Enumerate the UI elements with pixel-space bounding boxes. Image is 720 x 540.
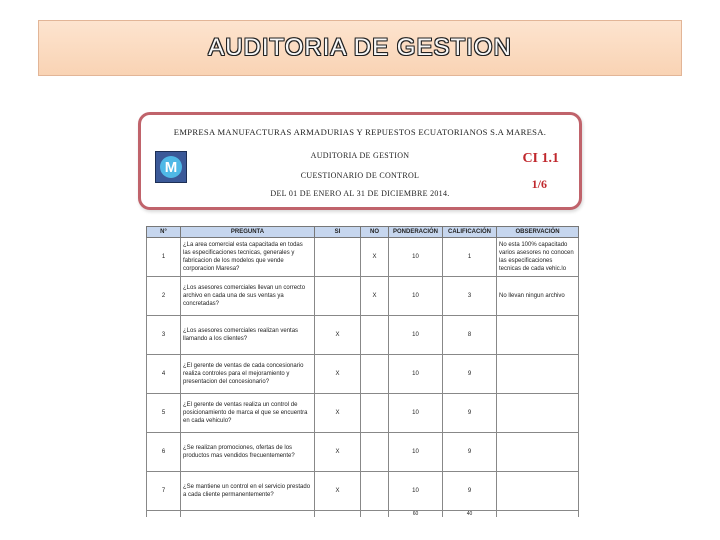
- cell-si: X: [315, 433, 361, 472]
- cell-ponderacion: 10: [389, 472, 443, 511]
- table-row: [147, 433, 579, 472]
- audit-title: AUDITORIA DE GESTION: [310, 151, 410, 160]
- header-calificacion: CALIFICACIÓN: [443, 227, 497, 238]
- cell-observacion: [497, 316, 579, 355]
- totals-empty-cell: [147, 511, 181, 518]
- cell-ponderacion: 10: [389, 433, 443, 472]
- cell-observacion: No esta 100% capacitado varios asesores no conocen las especificaciones tecnicas de cada vehic.lo: [497, 238, 579, 277]
- cell-n: 3: [147, 316, 181, 355]
- totals-empty-cell: [497, 511, 579, 518]
- table-row: [147, 394, 579, 433]
- cell-pregunta: ¿Los asesores comerciales llevan un correcto archivo en cada una de sus ventas ya concretadas?: [181, 277, 315, 316]
- table-row: [147, 355, 579, 394]
- cell-observacion: [497, 433, 579, 472]
- cell-ponderacion: 10: [389, 316, 443, 355]
- questionnaire-table: [146, 226, 579, 517]
- ci-code: CI 1.1: [522, 151, 559, 166]
- cell-n: 4: [147, 355, 181, 394]
- table-header-row: [147, 227, 579, 238]
- title-banner: [38, 20, 682, 76]
- header-pregunta: PREGUNTA: [181, 227, 315, 238]
- total-ponderacion: 60: [389, 511, 443, 518]
- cell-n: 6: [147, 433, 181, 472]
- cell-n: 2: [147, 277, 181, 316]
- cell-pregunta: ¿La area comercial esta capacitada en todas las especificaciones tecnicas, generales y fabricacion de los modelos que vende corporacion Maresa?: [181, 238, 315, 277]
- cell-si: X: [315, 394, 361, 433]
- cell-calificacion: 9: [443, 472, 497, 511]
- cell-pregunta: ¿Se realizan promociones, ofertas de los productos mas vendidos frecuentemente?: [181, 433, 315, 472]
- cell-observacion: [497, 394, 579, 433]
- cell-calificacion: 1: [443, 238, 497, 277]
- cell-calificacion: 9: [443, 433, 497, 472]
- cell-ponderacion: 10: [389, 355, 443, 394]
- cell-no: [361, 316, 389, 355]
- cell-observacion: No llevan ningun archivo: [497, 277, 579, 316]
- cell-calificacion: 8: [443, 316, 497, 355]
- totals-empty-cell: [181, 511, 315, 518]
- cell-no: X: [361, 277, 389, 316]
- cell-pregunta: ¿Los asesores comerciales realizan ventas llamando a los clientes?: [181, 316, 315, 355]
- header-ponderacion: PONDERACIÓN: [389, 227, 443, 238]
- header-observacion: OBSERVACIÓN: [497, 227, 579, 238]
- cell-no: [361, 355, 389, 394]
- table-row: [147, 472, 579, 511]
- logo-letter: M: [160, 156, 182, 178]
- table-row: [147, 277, 579, 316]
- cell-pregunta: ¿Se mantiene un control en el servicio prestado a cada cliente permanentemente?: [181, 472, 315, 511]
- cell-n: 7: [147, 472, 181, 511]
- period-label: DEL 01 DE ENERO AL 31 DE DICIEMBRE 2014.: [270, 189, 450, 198]
- totals-row: [147, 511, 579, 518]
- cell-ponderacion: 10: [389, 277, 443, 316]
- cell-si: X: [315, 316, 361, 355]
- cell-no: [361, 394, 389, 433]
- total-calificacion: 40: [443, 511, 497, 518]
- page-title: AUDITORIA DE GESTION: [208, 34, 512, 61]
- cell-calificacion: 3: [443, 277, 497, 316]
- ci-page: 1/6: [531, 177, 547, 191]
- cell-ponderacion: 10: [389, 394, 443, 433]
- header-n: N°: [147, 227, 181, 238]
- cell-si: X: [315, 472, 361, 511]
- table-row: [147, 238, 579, 277]
- questionnaire-title: CUESTIONARIO DE CONTROL: [300, 171, 420, 180]
- cell-calificacion: 9: [443, 394, 497, 433]
- cell-si: X: [315, 355, 361, 394]
- cell-ponderacion: 10: [389, 238, 443, 277]
- totals-empty-cell: [315, 511, 361, 518]
- cell-pregunta: ¿El gerente de ventas de cada concesionario realiza controles para el mejoramiento y presentacion del concesionario?: [181, 355, 315, 394]
- cell-n: 5: [147, 394, 181, 433]
- cell-no: [361, 472, 389, 511]
- cell-calificacion: 9: [443, 355, 497, 394]
- cell-observacion: [497, 472, 579, 511]
- totals-empty-cell: [361, 511, 389, 518]
- document-header: [138, 112, 582, 210]
- header-si: SI: [315, 227, 361, 238]
- header-no: NO: [361, 227, 389, 238]
- cell-si: [315, 277, 361, 316]
- cell-n: 1: [147, 238, 181, 277]
- cell-observacion: [497, 355, 579, 394]
- cell-no: X: [361, 238, 389, 277]
- cell-si: [315, 238, 361, 277]
- cell-pregunta: ¿El gerente de ventas realiza un control de posicionamiento de marca el que se encuentra en cada vehiculo?: [181, 394, 315, 433]
- company-name: EMPRESA MANUFACTURAS ARMADURIAS Y REPUESTOS ECUATORIANOS S.A MARESA.: [173, 127, 547, 137]
- cell-no: [361, 433, 389, 472]
- table-row: [147, 316, 579, 355]
